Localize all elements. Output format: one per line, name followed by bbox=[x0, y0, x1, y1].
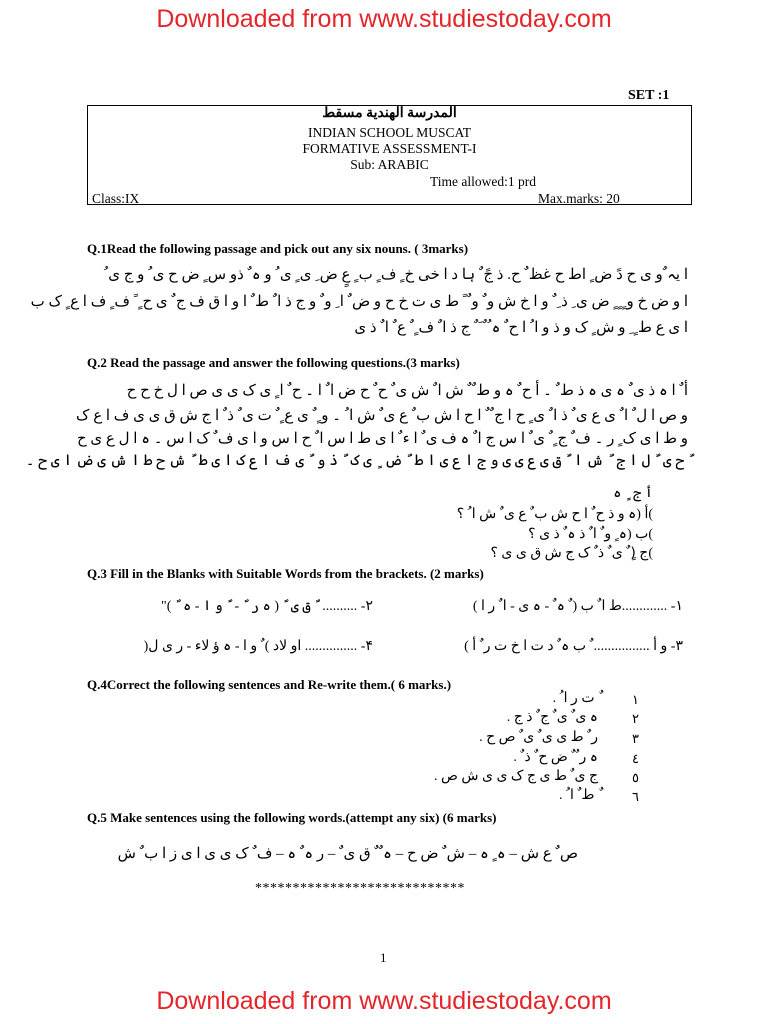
q4-item-number: ٣ bbox=[632, 731, 639, 746]
q4-sentence: ٌ ط ٌ ا ُ . bbox=[558, 788, 598, 803]
q1-passage-line: ا و ض خ و ٍ ٍ ٍ ض ی ِ ذ ِ ٌ و ا خ ش و ٌ و ٌ ً ط ی ت خ ح و ض ٌ ا ِ و ٌ و ج ذ ا ٌ ط ٌ ا و ا ق ف ج ٌ ی ح ٍ ً ف ٍ ف ا ع ٍ ک ب bbox=[30, 294, 688, 310]
q1-title: Q.1Read the following passage and pick out any six nouns. ( 3marks) bbox=[87, 241, 469, 256]
q5-title: Q.5 Make sentences using the following words.(attempt any six) (6 marks) bbox=[87, 810, 497, 825]
q2-passage-line: و ط ا ی ک ٍ ر ۔ ف ٌ ج ٍ ٌ ی ٌ ا س ج ا ٌ ہ ف ی ٌ ا ء ٌ ا ی ط ا س ا ٌ ح ا س و ا ی ف ٌ ک ا س ۔ ہ ا ل ع ی ح bbox=[77, 431, 688, 447]
download-banner-top[interactable]: Downloaded from www.studiestoday.com bbox=[156, 5, 612, 33]
time-allowed: Time allowed:1 prd bbox=[430, 174, 536, 189]
q4-item-number: ٦ bbox=[632, 789, 639, 804]
q4-title: Q.4Correct the following sentences and Re-write them.( 6 marks.) bbox=[87, 677, 452, 692]
q4-sentence: ٌ ت ر ا ُ . bbox=[552, 691, 598, 706]
q2-title: Q.2 Read the passage and answer the following questions.(3 marks) bbox=[87, 355, 460, 370]
class-label: Class:IX bbox=[92, 191, 140, 206]
q2-passage-line: أ ٌ ا ہ ذ ی ٌ ہ ی ہ ذ ط ٌ ۔ أ ح ٌ ہ و ط ٌ ٌ ش ا ٌ ش ی ٌ ح ٌ ح ض ا ٌ ا ۔ ح ٌ ا ٍ ی ک ی ی ص ا ل خ ح ح bbox=[126, 383, 688, 399]
q4-sentence: ہ ر ٌ ٌ ض ح ٌ ذ ٌ . bbox=[513, 750, 598, 765]
q2-passage-line: ٌ ح ی ٌ ل ا ج ٌ ش ا ٌ ق ی ع ی ی و ج ا ع ی ا ط ٌ ض ٍ ی ک ٌ ذ و ٌ ی ف ا ع ک ا ی ط ٌ ش ح ط ا ش ی ض ا ی ح ۔ bbox=[25, 453, 688, 469]
q4-item-number: ٤ bbox=[632, 751, 639, 766]
q2-passage-line: و ص ا ل ٌ ا ٌ ی ع ی ٌ ذ ا ٌ ی ٍ ح ا ج ٌ ٌ ا ح ا ش ب ٌ ع ی ٌ ش ا ُ ۔ و ٍ ٌ ی ع ٍ ٌ ت ی ٌ ذ ٌ ا ج ش ق ی ی ف ا ع ک bbox=[76, 408, 688, 424]
subject: Sub: ARABIC bbox=[350, 157, 429, 172]
page-number: 1 bbox=[380, 950, 387, 965]
max-marks: Max.marks: 20 bbox=[538, 191, 620, 206]
assessment-title: FORMATIVE ASSESSMENT-I bbox=[302, 141, 477, 156]
q4-item-number: ١ bbox=[632, 692, 639, 707]
q3-blank-2: ۲- .......... ٌ ق ی ٌ ( ہ ر ٌ - ٌ و ا - ہ ٌ )" bbox=[161, 599, 373, 614]
end-separator: **************************** bbox=[255, 881, 465, 896]
set-label: SET :1 bbox=[628, 88, 670, 103]
exam-header-box bbox=[87, 105, 692, 205]
q4-sentence: ر ٌ ط ی ی ٌ ی ٌ ص ح . bbox=[479, 730, 598, 745]
q4-item-number: ٥ bbox=[632, 770, 639, 785]
q2-answer-heading: أ ج ٍ ہ bbox=[613, 486, 653, 501]
q3-title: Q.3 Fill in the Blanks with Suitable Words from the brackets. (2 marks) bbox=[87, 566, 484, 581]
q2-subquestion: )ب (ہ ٍ و ٌ ا ٌ ذ ہ ٌ ذ ی ؟ bbox=[528, 527, 653, 542]
q3-blank-1: ۱- .............ط ا ٌ ب ( ٌ ہ ٌ - ہ ی - ا ٌ ر ا ) bbox=[472, 599, 683, 614]
q1-passage-line: ا ی ع ط ٍ ِ و ش ٍ ک و ذ و ا ُ ا ح ٌ ہ ُ ٌ َ ٌ ج ذ ا ٌ ف ٍ ٌ ع ٌ ا ٌ ذ ی bbox=[354, 320, 688, 336]
q4-item-number: ٢ bbox=[632, 711, 639, 726]
q2-subquestion: )ج (ٍ ٌ ی ٌ ذ ٌ ک ج ش ق ی ی ؟ bbox=[490, 546, 653, 561]
q5-word-list: ص ٌ ع ش – ہ ٍ ہ – ش ٌ ض ح – ہ ٌ ٌ ق ی ٌ – ر ہ ٌ ہ – ف ٌ ک ی ی ا ی ز ا ب ٌ ش bbox=[117, 846, 578, 862]
q2-subquestion: )أ (ہ و ذ ح ٌ ا ح ش ب ٌ ع ی ٌ ش ا ُ ؟ bbox=[456, 507, 653, 522]
download-banner-bottom[interactable]: Downloaded from www.studiestoday.com bbox=[156, 987, 612, 1015]
school-name-arabic: المدرسة الهندية مسقط bbox=[322, 106, 457, 121]
q3-blank-3: ۳- و أ ................ ٌ ب ہ ٌ د ت ا خ ت ر ٌ أ ) bbox=[464, 639, 683, 654]
q4-sentence: ج ی ٌ ط ی ج ک ی ی ش ص . bbox=[433, 769, 598, 784]
q1-passage-line: ا یہ ٌو ی ح دً ض ٍ اط ح غظ ٌ ح. ذ جً ٌ ہا د ا خی خ ٍ ف ٍ ب ٍ عٍ ض ِ ی ٍ ی ُ و ہ ٌ ذو س ٍ ض ح ی ُ و ج ی ُ bbox=[103, 267, 688, 283]
q3-blank-4: ۴- ............... او لاد ) ٌ و ا - ہ ؤ لاء - ر ی ل( bbox=[143, 639, 373, 654]
q4-sentence: ہ ی ٌ ی ٌ ج ٌ ذ ج . bbox=[506, 710, 598, 725]
school-name: INDIAN SCHOOL MUSCAT bbox=[307, 125, 471, 140]
